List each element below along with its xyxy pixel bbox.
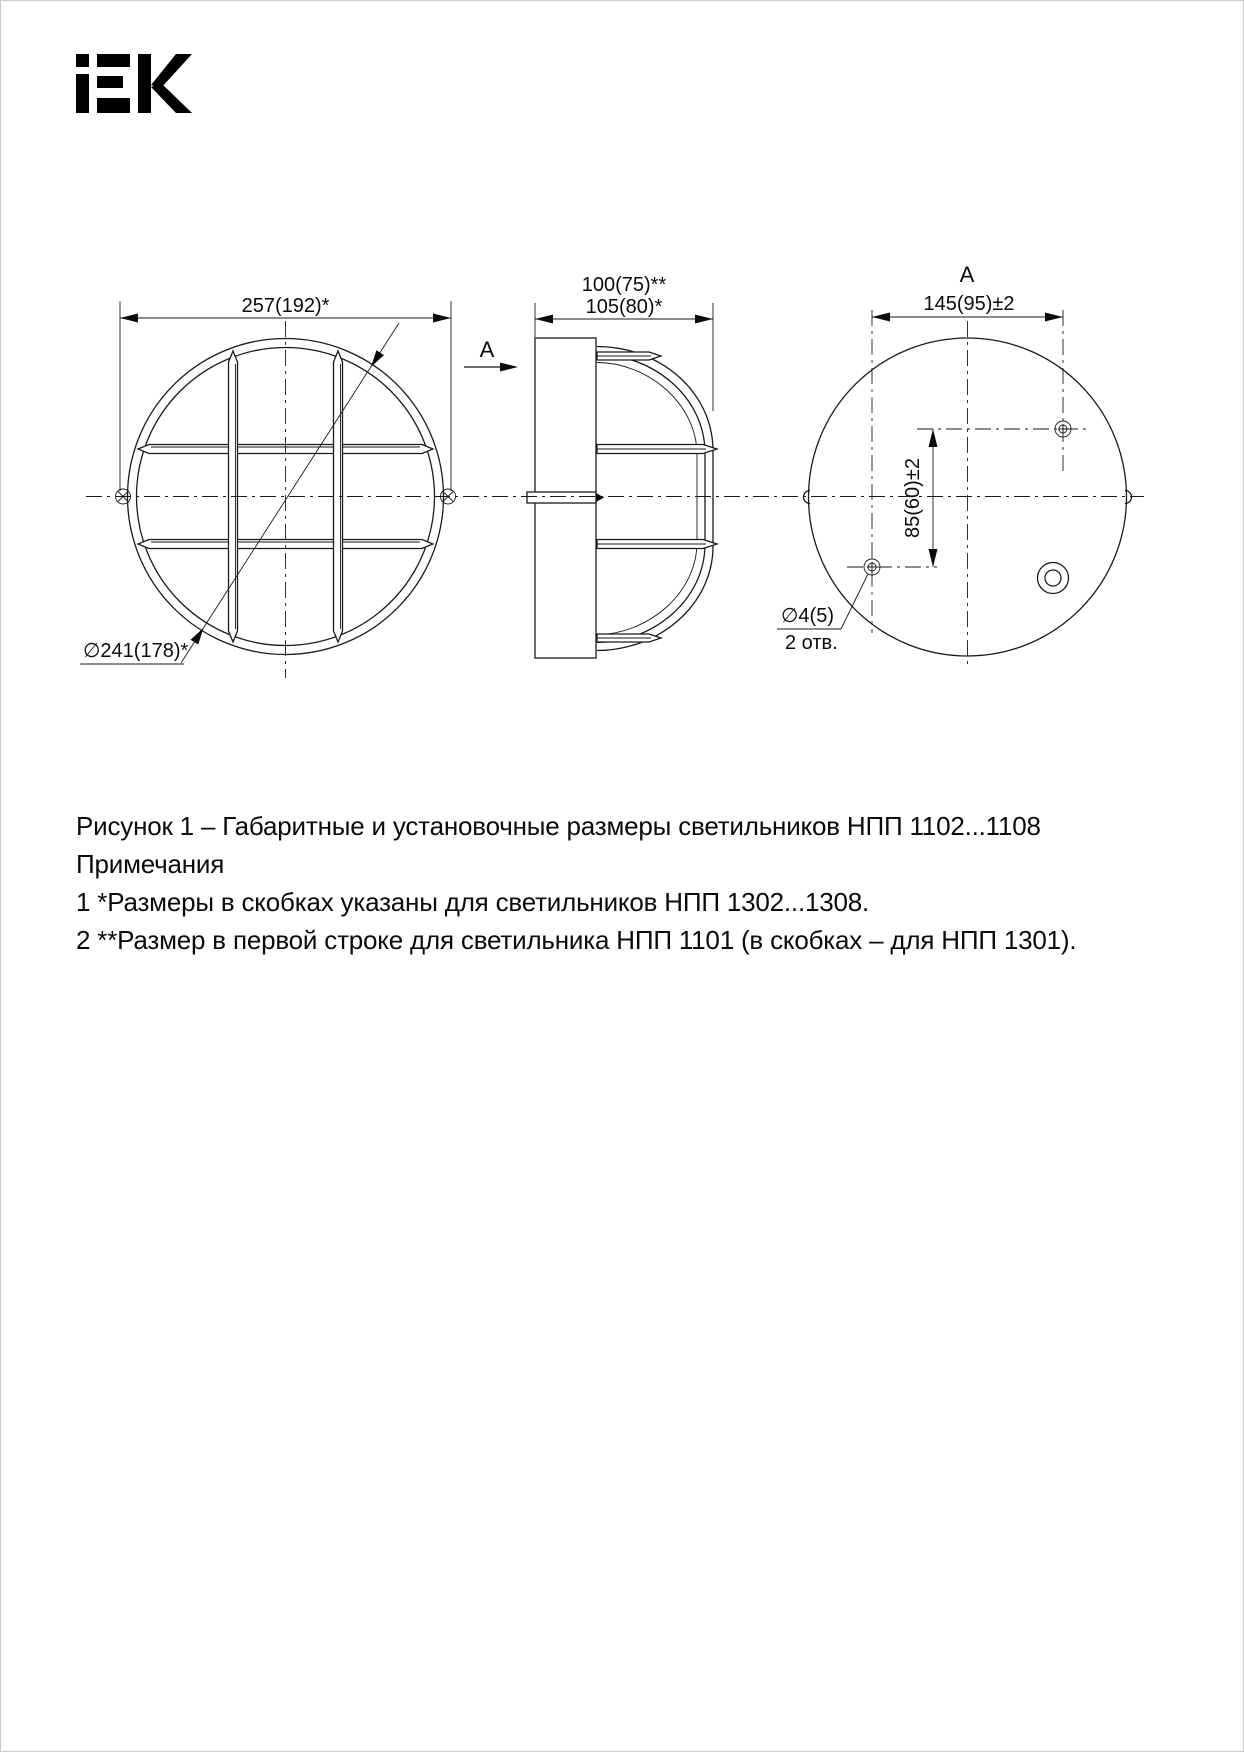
side-mounting-tab bbox=[527, 492, 596, 503]
notes-title: Примечания bbox=[76, 849, 225, 879]
rear-horizontal-dim-label: 145(95)±2 bbox=[923, 293, 1015, 315]
rear-view-drawing bbox=[777, 262, 1132, 669]
view-direction-arrow bbox=[464, 337, 518, 372]
cable-entry-hole bbox=[1038, 563, 1069, 594]
hole-diameter-label: ∅4(5) bbox=[781, 605, 834, 627]
rear-vertical-dimension bbox=[902, 429, 938, 567]
view-arrow-label: А bbox=[479, 337, 495, 362]
rear-vertical-dim-label: 85(60)±2 bbox=[902, 458, 924, 538]
note-1: 1 *Размеры в скобках указаны для светильников НПП 1302...1308. bbox=[76, 887, 870, 917]
side-view-drawing bbox=[464, 274, 717, 658]
hole-callout bbox=[777, 574, 868, 654]
dimension-drawing bbox=[1, 1, 1244, 761]
side-grille-bars bbox=[597, 352, 717, 642]
figure-caption-block bbox=[76, 807, 1176, 959]
rear-horizontal-dimension bbox=[872, 293, 1063, 322]
front-view-drawing bbox=[80, 295, 456, 678]
front-width-dim-label: 257(192)* bbox=[241, 295, 330, 317]
hole-count-label: 2 отв. bbox=[785, 632, 838, 654]
side-dome-profile bbox=[597, 347, 713, 651]
side-slot-tip bbox=[596, 493, 604, 502]
front-inner-diameter-label: ∅241(178)* bbox=[83, 640, 189, 662]
note-2: 2 **Размер в первой строке для светильника НПП 1101 (в скобках – для НПП 1301). bbox=[76, 925, 1077, 955]
side-depth-dim-row1: 100(75)** bbox=[581, 274, 667, 296]
side-depth-dim-row2: 105(80)* bbox=[585, 296, 663, 318]
rear-view-label: А bbox=[959, 262, 975, 287]
figure-caption: Рисунок 1 – Габаритные и установочные размеры светильников НПП 1102...1108 bbox=[76, 811, 1041, 841]
